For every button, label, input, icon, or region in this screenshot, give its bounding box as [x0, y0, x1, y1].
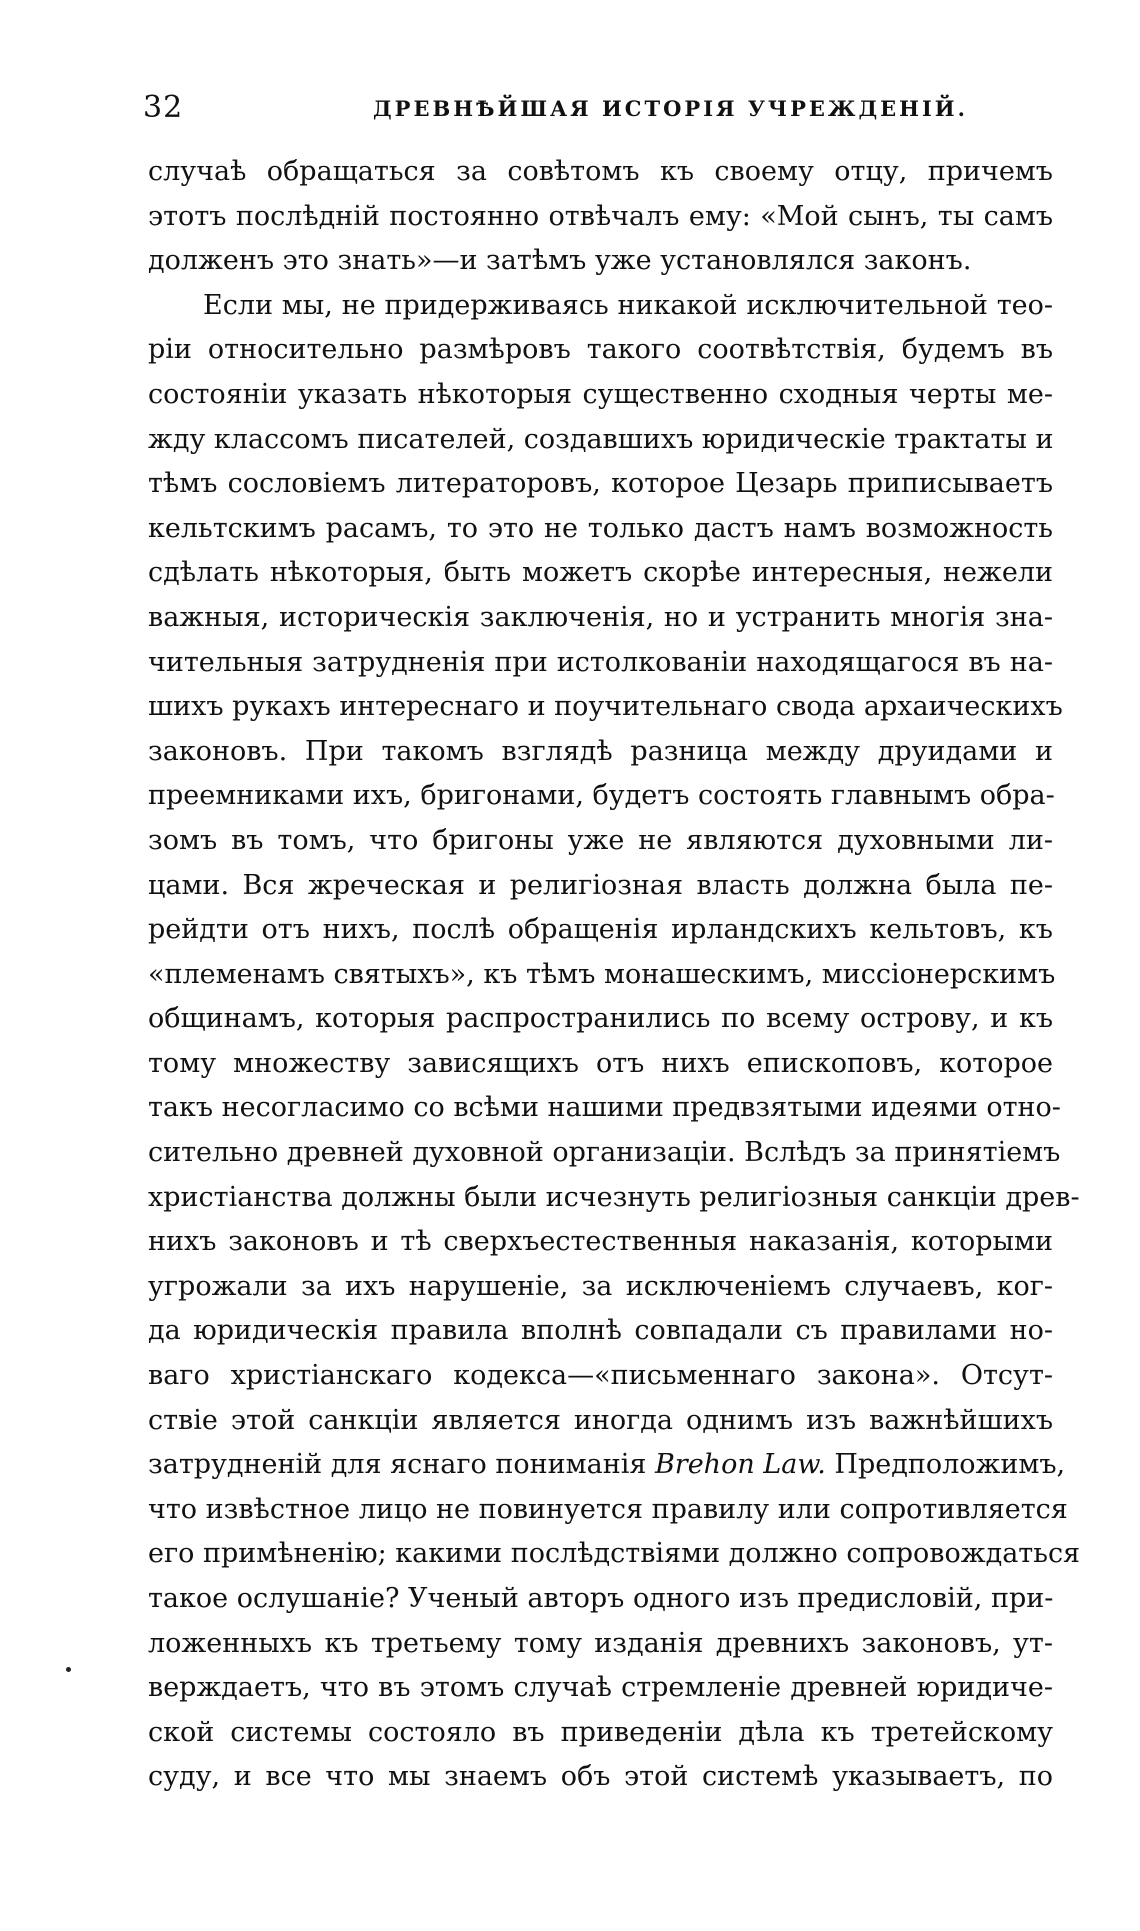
- text-line: важныя, историческія заключенія, но и устранить многія зна-: [148, 601, 1053, 633]
- text-line-with-italic: затрудненій для яснаго пониманія Brehon Law. Предположимъ,: [148, 1449, 1066, 1481]
- running-title: ДРЕВНѢЙШАЯ ИСТОРІЯ УЧРЕЖДЕНІЙ.: [373, 96, 968, 121]
- text-line: долженъ это знать»—и затѣмъ уже установлялся законъ.: [148, 245, 972, 277]
- text-line: да юридическія правила вполнѣ совпадали съ правилами но-: [148, 1315, 1053, 1347]
- text-line: кельтскимъ расамъ, то это не только дастъ намъ возможность: [148, 512, 1053, 544]
- text-line: его примѣненію; какими послѣдствіями должно сопровождаться: [148, 1538, 1081, 1570]
- text-line: состояніи указать нѣкоторыя существенно сходныя черты ме-: [148, 378, 1053, 410]
- body-text: [148, 150, 1081, 1800]
- text-line: верждаетъ, что въ этомъ случаѣ стремленіе древней юридиче-: [148, 1672, 1053, 1704]
- text-line: сительно древней духовной организаціи. Вслѣдъ за принятіемъ: [148, 1137, 1061, 1169]
- text-line: такъ несогласимо со всѣми нашими предвзятыми идеями отно-: [148, 1092, 1061, 1124]
- text-line: этотъ послѣдній постоянно отвѣчалъ ему: «Мой сынъ, ты самъ: [148, 200, 1053, 232]
- text-line: ложенныхъ къ третьему тому изданія древнихъ законовъ, ут-: [148, 1627, 1053, 1659]
- text-line: христіанства должны были исчезнуть религіозныя санкціи древ-: [148, 1181, 1080, 1213]
- text-line: цами. Вся жреческая и религіозная власть должна была пе-: [148, 869, 1053, 901]
- text-line: шихъ рукахъ интереснаго и поучительнаго свода архаическихъ: [148, 691, 1063, 723]
- text-line: ваго христіанскаго кодекса—«письменнаго закона». Отсут-: [148, 1360, 1053, 1392]
- text-line: «племенамъ святыхъ», къ тѣмъ монашескимъ, миссіонерскимъ: [148, 958, 1056, 990]
- text-line: жду классомъ писателей, создавшихъ юридическіе трактаты и: [148, 423, 1054, 455]
- text-line: суду, и все что мы знаемъ объ этой системѣ указываетъ, по: [148, 1761, 1053, 1793]
- text-line: законовъ. При такомъ взглядѣ разница между друидами и: [148, 735, 1053, 767]
- text-line: ріи относительно размѣровъ такого соотвѣтствія, будемъ въ: [148, 334, 1053, 366]
- text-line: рейдти отъ нихъ, послѣ обращенія ирландскихъ кельтовъ, къ: [148, 914, 1053, 946]
- text-line: чительныя затрудненія при истолкованіи находящагося въ на-: [148, 646, 1053, 678]
- page-number: 32: [143, 90, 184, 125]
- text-line: что извѣстное лицо не повинуется правилу или сопротивляется: [148, 1493, 1068, 1525]
- italic-term: Brehon Law.: [654, 1449, 826, 1481]
- text-line: сдѣлать нѣкоторыя, быть можетъ скорѣе интересныя, нежели: [148, 557, 1053, 589]
- text-line: общинамъ, которыя распространились по всему острову, и къ: [148, 1003, 1053, 1035]
- text-line: ской системы состояло въ приведеніи дѣла къ третейскому: [148, 1716, 1053, 1748]
- page-header: [143, 90, 1053, 130]
- text-line: случаѣ обращаться за совѣтомъ къ своему отцу, причемъ: [148, 156, 1053, 187]
- text-line: нихъ законовъ и тѣ сверхъестественныя наказанія, которыми: [148, 1226, 1053, 1258]
- text-line: тому множеству зависящихъ отъ нихъ епископовъ, которое: [148, 1047, 1053, 1079]
- text-line: угрожали за ихъ нарушеніе, за исключеніемъ случаевъ, ког-: [148, 1270, 1053, 1302]
- text-line: такое ослушаніе? Ученый авторъ одного изъ предисловій, при-: [148, 1583, 1054, 1614]
- text-line: тѣмъ сословіемъ литераторовъ, которое Цезарь приписываетъ: [148, 468, 1053, 500]
- text-line: зомъ въ томъ, что бригоны уже не являются духовными ли-: [148, 824, 1053, 856]
- paragraph-start-line: Если мы, не придерживаясь никакой исключительной тео-: [203, 289, 1053, 321]
- margin-dot-mark: [66, 1667, 71, 1672]
- text-line: ствіе этой санкціи является иногда однимъ изъ важнѣйшихъ: [148, 1404, 1053, 1436]
- text-line: преемниками ихъ, бригонами, будетъ состоять главнымъ обра-: [148, 780, 1055, 812]
